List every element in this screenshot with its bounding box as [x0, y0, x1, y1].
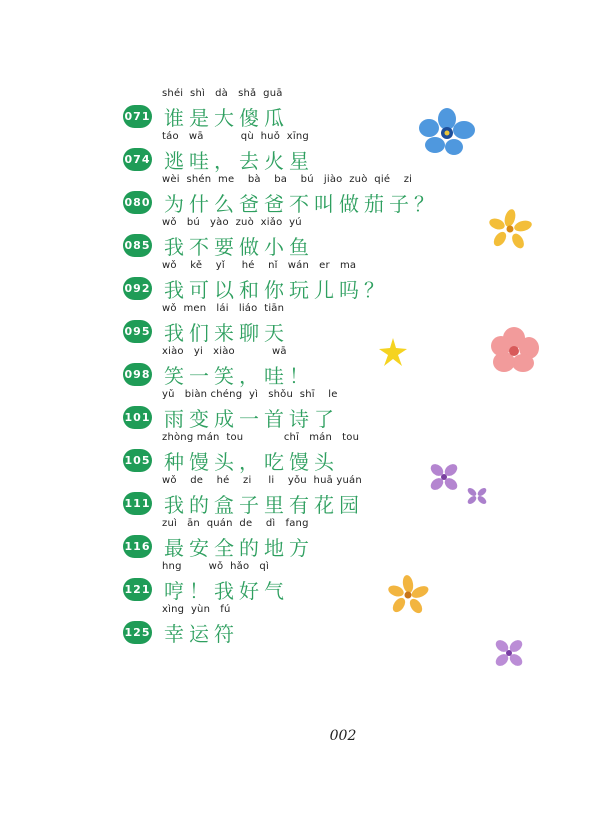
toc-entry[interactable] [0, 389, 604, 432]
entry-title: 我们来聊天 [164, 321, 289, 345]
toc-entry[interactable] [0, 475, 604, 518]
pink-flower-icon [490, 326, 540, 374]
entry-pinyin: shéi shì dà shǎ guā [162, 88, 283, 99]
page-badge: 105 [123, 449, 152, 472]
entry-title: 种馒头，吃馒头 [164, 450, 339, 474]
purple-flower-icon [467, 487, 487, 505]
yellow-flower-icon [377, 336, 409, 368]
entry-pinyin: táo wā qù huǒ xīng [162, 131, 309, 142]
entry-pinyin: yǔ biàn chéng yì shǒu shī le [162, 389, 338, 400]
entry-title: 笑一笑，哇！ [164, 364, 314, 388]
blue-flower-icon [418, 108, 476, 156]
page-badge: 125 [123, 621, 152, 644]
entry-pinyin: hng wǒ hǎo qì [162, 561, 269, 572]
entry-pinyin: wǒ bú yào zuò xiǎo yú [162, 217, 302, 228]
entry-title: 哼！我好气 [164, 579, 289, 603]
entry-title: 幸运符 [164, 622, 239, 646]
purple-flower-icon [493, 637, 525, 669]
page-badge: 074 [123, 148, 152, 171]
entry-title: 雨变成一首诗了 [164, 407, 339, 431]
toc-entry[interactable] [0, 88, 604, 131]
yellow-flower-icon [488, 209, 532, 249]
entry-title: 我可以和你玩儿吗？ [164, 278, 389, 302]
entry-title: 谁是大傻瓜 [164, 106, 289, 130]
entry-title: 逃哇，去火星 [164, 149, 314, 173]
yellow-flower-icon [387, 575, 429, 615]
toc-entry[interactable] [0, 131, 604, 174]
entry-title: 我不要做小鱼 [164, 235, 314, 259]
page-badge: 116 [123, 535, 152, 558]
toc-entry[interactable] [0, 260, 604, 303]
entry-title: 我的盒子里有花园 [164, 493, 364, 517]
toc-entry[interactable] [0, 561, 604, 604]
entry-pinyin: xìng yùn fú [162, 604, 231, 615]
toc-entry[interactable] [0, 518, 604, 561]
toc-entry[interactable] [0, 432, 604, 475]
entry-pinyin: wǒ men lái liáo tiān [162, 303, 285, 314]
entry-title: 为什么爸爸不叫做茄子？ [164, 192, 439, 216]
page-badge: 095 [123, 320, 152, 343]
entry-pinyin: xiào yi xiào wā [162, 346, 287, 357]
purple-flower-icon [428, 462, 460, 492]
page-badge: 101 [123, 406, 152, 429]
entry-pinyin: wǒ kě yǐ hé nǐ wán er ma [162, 260, 357, 271]
entry-pinyin: zhòng mán tou chī mán tou [162, 432, 360, 443]
page-badge: 080 [123, 191, 152, 214]
entry-title: 最安全的地方 [164, 536, 314, 560]
page-badge: 111 [123, 492, 152, 515]
entry-pinyin: wǒ de hé zi li yǒu huā yuán [162, 475, 362, 486]
page-badge: 121 [123, 578, 152, 601]
page-badge: 085 [123, 234, 152, 257]
page-badge: 071 [123, 105, 152, 128]
entry-pinyin: zuì ān quán de dì fang [162, 518, 309, 529]
entry-pinyin: wèi shén me bà ba bú jiào zuò qié zi [162, 174, 413, 185]
page-badge: 092 [123, 277, 152, 300]
page-badge: 098 [123, 363, 152, 386]
page-number: 002 [329, 728, 357, 744]
